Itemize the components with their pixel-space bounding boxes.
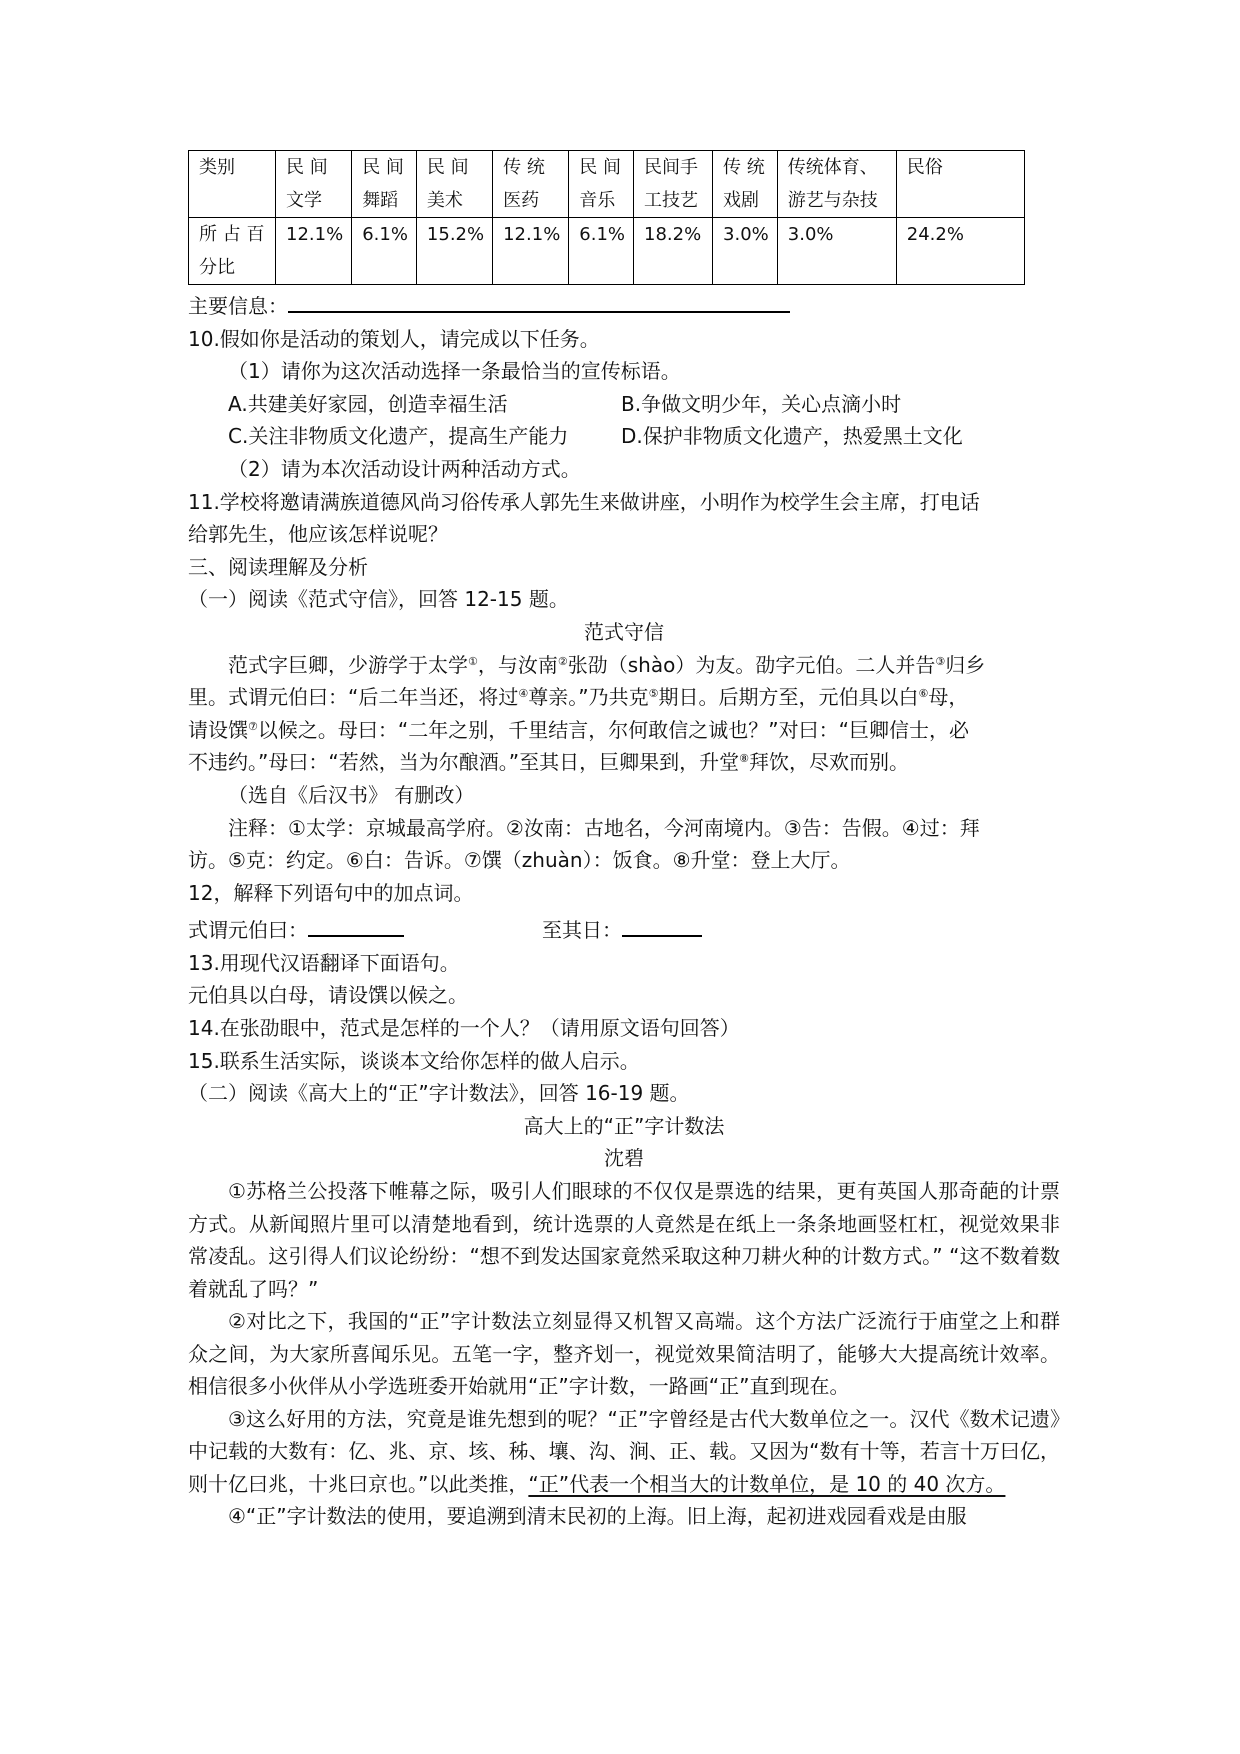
table-cell: 3.0% — [777, 218, 896, 285]
q11-line: 11.学校将邀请满族道德风尚习俗传承人郭先生来做讲座，小明作为校学生会主席，打电话 — [188, 489, 980, 514]
footnote-marker: ⑧ — [739, 752, 749, 766]
q13-sentence: 元伯具以白母，请设馔以候之。 — [188, 983, 468, 1008]
main-info-line — [188, 285, 1060, 323]
footnote-marker: ① — [468, 654, 478, 668]
exam-page — [188, 150, 1060, 1533]
q10-options-row — [188, 420, 1060, 453]
table-header-row — [189, 151, 1025, 218]
table-header-cell: 民 间 舞蹈 — [352, 151, 417, 218]
table-header-cell: 传统体育、 游艺与杂技 — [777, 151, 896, 218]
footnote-marker: ⑤ — [648, 687, 659, 701]
passage-title: 高大上的“正”字计数法 — [523, 1113, 725, 1138]
table-header-cell: 传 统 戏剧 — [713, 151, 778, 218]
part1-heading: （一）阅读《范式守信》，回答 12-15 题。 — [188, 587, 569, 612]
q12a-label: 式谓元伯曰： — [188, 918, 308, 943]
passage-paragraph: ①苏格兰公投落下帷幕之际，吸引人们眼球的不仅仅是票选的结果，更有英国人那奇葩的计票方式。从新闻照片里可以清楚地看到，统计选票的人竟然是在纸上一条条地画竖杠杠，视觉效果非常凌乱。这引得人们议论纷纷：“想不到发达国家竟然采取这种刀耕火种的计数方式。” “这不数着数着就乱了吗？” — [188, 1179, 1060, 1301]
notes-line: 注释：①太学：京城最高学府。②汝南：古地名，今河南境内。③告：告假。④过：拜 — [228, 815, 980, 840]
footnote-marker: ⑥ — [918, 687, 929, 701]
section-heading: 三、阅读理解及分析 — [188, 554, 368, 579]
table-cell: 15.2% — [416, 218, 492, 285]
table-cell: 6.1% — [352, 218, 417, 285]
q10-options-row — [188, 388, 1060, 421]
q12-answers-row — [188, 909, 1060, 947]
table-cell: 18.2% — [634, 218, 713, 285]
q10-stem: 10.假如你是活动的策划人，请完成以下任务。 — [188, 326, 600, 351]
answer-blank[interactable] — [308, 909, 404, 937]
table-cell: 6.1% — [569, 218, 634, 285]
footnote-marker: ② — [557, 654, 568, 668]
footnote-marker: ④ — [518, 687, 529, 701]
q14-stem: 14.在张劭眼中，范式是怎样的一个人？（请用原文语句回答） — [188, 1016, 740, 1041]
q13-stem: 13.用现代汉语翻译下面语句。 — [188, 950, 460, 975]
answer-blank[interactable] — [288, 285, 790, 313]
option-b: B.争做文明少年，关心点滴小时 — [621, 391, 902, 416]
answer-blank[interactable] — [622, 909, 702, 937]
q10-sub1: （1）请你为这次活动选择一条最恰当的宣传标语。 — [228, 359, 681, 384]
q12-stem: 12，解释下列语句中的加点词。 — [188, 880, 474, 905]
passage-line: 里。式谓元伯曰：“后二年当还，将过④尊亲。”乃共克⑤期日。后期方至，元伯具以白⑥母， — [188, 685, 969, 710]
table-cell: 3.0% — [713, 218, 778, 285]
table-header-cell: 传 统 医药 — [493, 151, 569, 218]
table-cell: 12.1% — [276, 218, 352, 285]
q10-sub2: （2）请为本次活动设计两种活动方式。 — [228, 456, 581, 481]
main-info-label: 主要信息： — [188, 294, 288, 318]
q11-line: 给郭先生，他应该怎样说呢？ — [188, 522, 448, 547]
table-header-cell: 民间手 工技艺 — [634, 151, 713, 218]
passage-line: 范式字巨卿，少游学于太学①，与汝南②张劭（shào）为友。劭字元伯。二人并告③归乡 — [228, 652, 986, 677]
table-header-cell: 民 间 音乐 — [569, 151, 634, 218]
table-cell: 24.2% — [896, 218, 1024, 285]
passage-author: 沈碧 — [604, 1146, 644, 1171]
table-header-cell: 民 间 美术 — [416, 151, 492, 218]
part2-heading: （二）阅读《高大上的“正”字计数法》，回答 16-19 题。 — [188, 1081, 690, 1106]
option-c: C.关注非物质文化遗产，提高生产能力 — [228, 424, 569, 449]
passage-line: 请设馔⑦以候之。母曰：“二年之别，千里结言，尔何敢信之诚也？”对曰：“巨卿信士，必 — [188, 717, 969, 742]
q12b-label: 至其日： — [542, 918, 622, 943]
table-header-cell: 民 间 文学 — [276, 151, 352, 218]
passage-title: 范式守信 — [584, 619, 664, 644]
option-d: D.保护非物质文化遗产，热爱黑土文化 — [621, 424, 963, 449]
passage-paragraph: ④“正”字计数法的使用，要追溯到清末民初的上海。旧上海，起初进戏园看戏是由服 — [228, 1504, 967, 1529]
footnote-marker: ⑦ — [248, 719, 258, 733]
passage-paragraph: ③这么好用的方法，究竟是谁先想到的呢？“正”字曾经是古代大数单位之一。汉代《数术记遗》中记载的大数有：亿、兆、京、垓、秭、壤、沟、涧、正、载。又因为“数有十等，若言十万曰亿，则十亿曰兆，十兆曰京也。”以此类推，“正”代表一个相当大的计数单位，是 10 的 40 次方。 — [188, 1406, 1060, 1496]
heritage-category-table — [188, 150, 1025, 285]
footnote-marker: ③ — [935, 654, 946, 668]
table-header-cell: 民俗 — [896, 151, 1024, 218]
passage-line: 不违约。”母曰：“若然，当为尔酿酒。”至其日，巨卿果到，升堂⑧拜饮，尽欢而别。 — [188, 750, 909, 775]
underlined-sentence: “正”代表一个相当大的计数单位，是 10 的 40 次方。 — [528, 1471, 1006, 1496]
table-cell: 12.1% — [493, 218, 569, 285]
table-row — [189, 218, 1025, 285]
table-header-cell: 类别 — [189, 151, 276, 218]
passage-paragraph: ②对比之下，我国的“正”字计数法立刻显得又机智又高端。这个方法广泛流行于庙堂之上和群众之间，为大家所喜闻乐见。五笔一字，整齐划一，视觉效果简洁明了，能够大大提高统计效率。相信很多小伙伴从小学选班委开始就用“正”字计数，一路画“正”直到现在。 — [188, 1309, 1060, 1399]
option-a: A.共建美好家园，创造幸福生活 — [228, 391, 508, 416]
q15-stem: 15.联系生活实际，谈谈本文给你怎样的做人启示。 — [188, 1048, 640, 1073]
passage-source: （选自《后汉书》 有删改） — [228, 782, 475, 807]
notes-line: 访。⑤克：约定。⑥白：告诉。⑦馔（zhuàn）：饭食。⑧升堂：登上大厅。 — [188, 848, 851, 873]
table-row-label: 所 占 百 分比 — [189, 218, 276, 285]
